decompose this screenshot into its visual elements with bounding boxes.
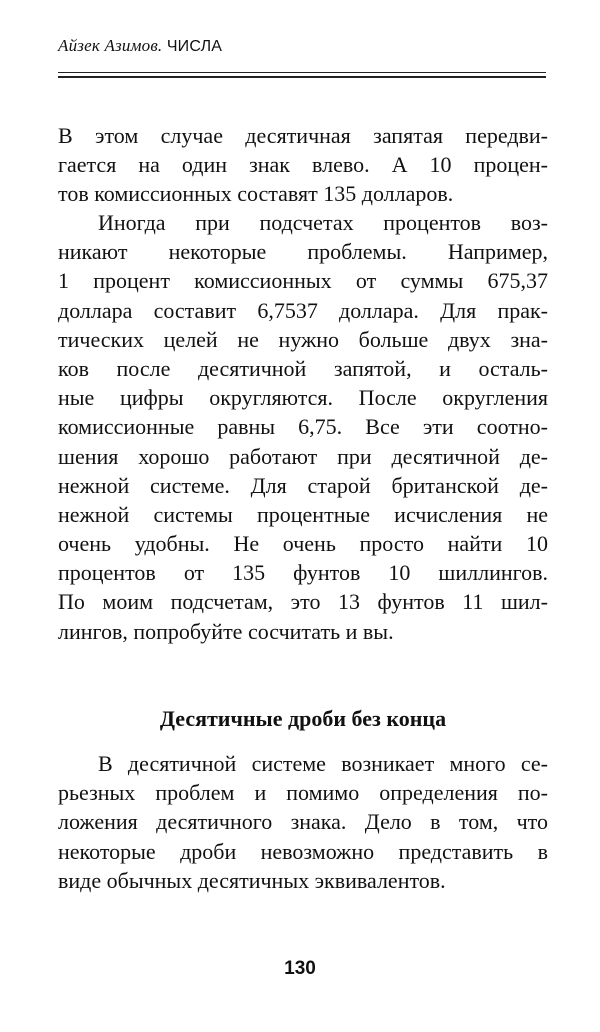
running-head-author: Айзек Азимов.	[58, 36, 163, 55]
paragraph-2	[58, 208, 548, 646]
text-line: тических целей не нужно больше двух зна-	[58, 326, 548, 352]
header-rule-thin	[58, 72, 546, 73]
text-line: процентов от 135 фунтов 10 шиллингов.	[58, 560, 548, 586]
running-head-title: ЧИСЛА	[166, 38, 223, 55]
text-line: шения хорошо работают при десятичной де-	[58, 443, 548, 469]
section-heading: Десятичные дроби без конца	[159, 706, 447, 731]
header-rule-thick	[58, 76, 546, 78]
paragraph-3	[58, 749, 548, 895]
text-line: В десятичной системе возникает много се-	[98, 751, 548, 776]
text-line: доллара составит 6,7537 доллара. Для прак-	[58, 297, 548, 323]
text-line: комиссионные равны 6,75. Все эти соотно-	[58, 414, 548, 440]
text-line: нежной системе. Для старой британской де-	[58, 472, 548, 498]
text-line: гается на один знак влево. А 10 процен-	[58, 152, 548, 178]
text-line: ложения десятичного знака. Дело в том, что	[58, 809, 548, 835]
text-line: тов комиссионных составят 135 долларов.	[58, 181, 454, 207]
running-head	[58, 36, 222, 56]
paragraph-1	[58, 121, 548, 209]
text-line: очень удобны. Не очень просто найти 10	[58, 531, 548, 557]
text-line: В этом случае десятичная запятая передви-	[58, 123, 548, 148]
text-line: ные цифры округляются. После округления	[58, 385, 548, 411]
text-line: никают некоторые проблемы. Например,	[58, 239, 548, 265]
text-line: некоторые дроби невозможно представить в	[58, 838, 548, 864]
text-line: 1 процент комиссионных от суммы 675,37	[58, 268, 548, 294]
page-number: 130	[284, 958, 316, 979]
text-line: Иногда при подсчетах процентов воз-	[98, 210, 548, 235]
text-line: виде обычных десятичных эквивалентов.	[58, 867, 446, 893]
text-line: По моим подсчетам, это 13 фунтов 11 шил-	[58, 589, 548, 615]
text-line: ков после десятичной запятой, и осталь-	[58, 355, 548, 381]
text-line: нежной системы процентные исчисления не	[58, 501, 548, 527]
text-line: рьезных проблем и помимо определения по-	[58, 780, 548, 806]
text-line: лингов, попробуйте сосчитать и вы.	[58, 618, 394, 644]
